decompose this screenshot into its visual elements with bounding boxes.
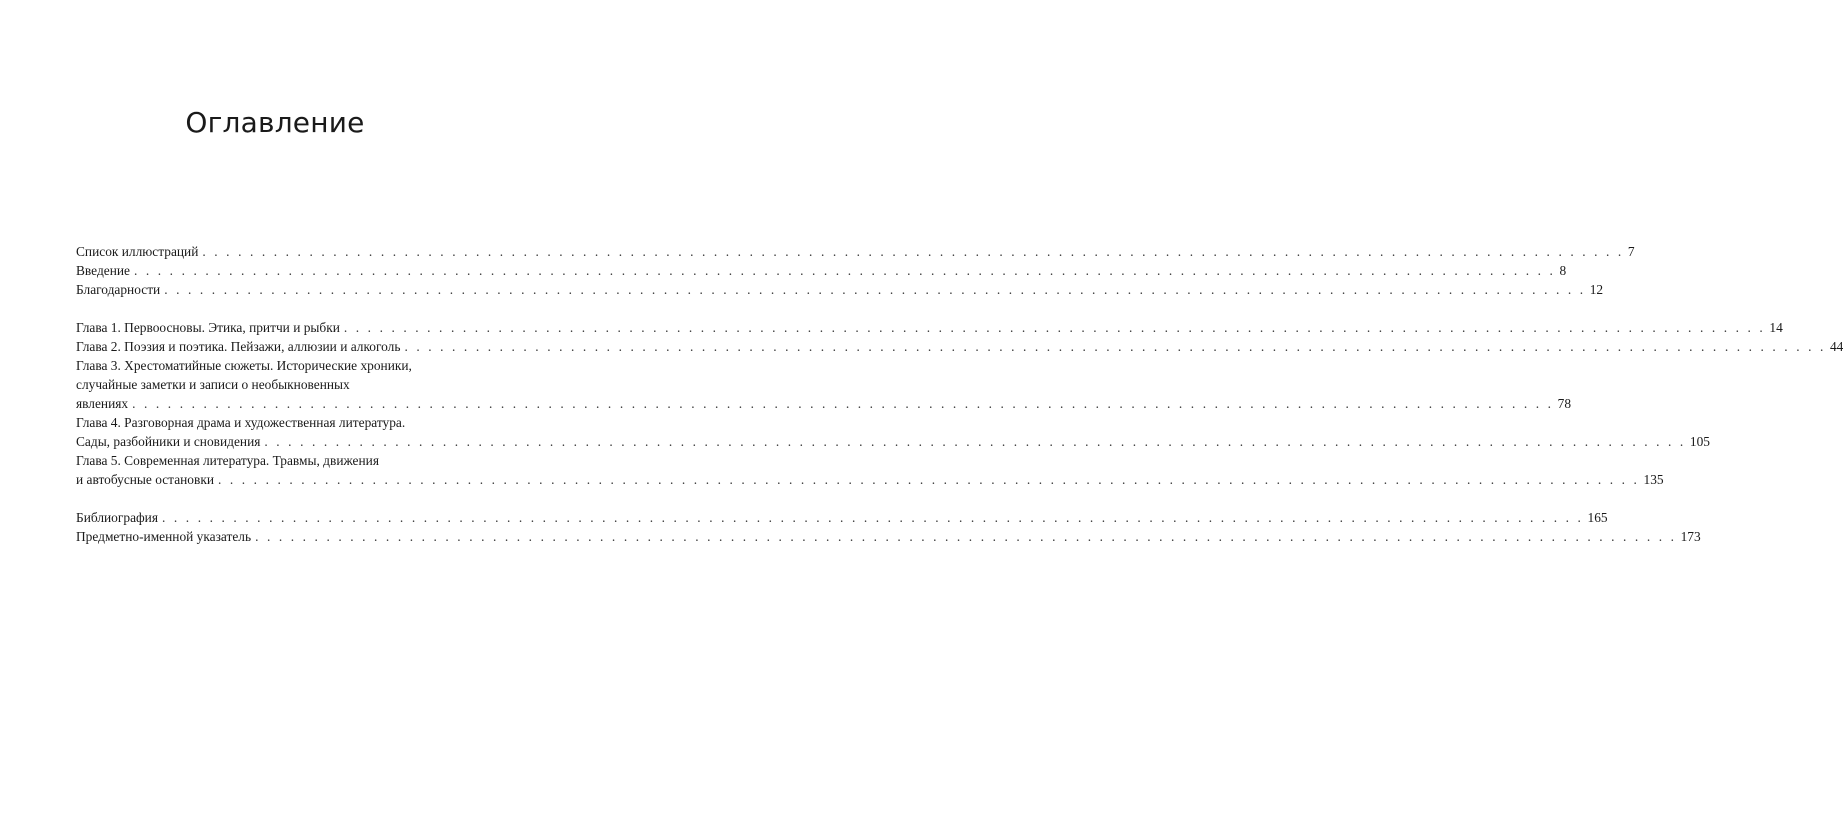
toc-page-number: 44 <box>1829 339 1843 354</box>
toc-entry[interactable] <box>76 508 1608 527</box>
toc-entry-line: Введение <box>76 263 130 278</box>
dot-leader: . . . . . . . . . . . . . . . . . . . . . . . . . . . . . . . . . . . . . . . . . . . . . . . . . . . . . . . . . . . . . . . . . . . . . . . . . . . . . . . . . . . . . . . . . . . . . . . . . . . . . . . . . . . . . . . . . . . . . . . . <box>255 529 1677 544</box>
toc-entry-line: Сады, разбойники и сновидения <box>76 434 261 449</box>
toc-entry[interactable] <box>76 413 1710 451</box>
dot-leader: . . . . . . . . . . . . . . . . . . . . . . . . . . . . . . . . . . . . . . . . . . . . . . . . . . . . . . . . . . . . . . . . . . . . . . . . . . . . . . . . . . . . . . . . . . . . . . . . . . . . . . . . . . . . . . . . . . . . . . . . <box>202 244 1624 259</box>
toc-group-spacer <box>76 489 462 508</box>
dot-leader: . . . . . . . . . . . . . . . . . . . . . . . . . . . . . . . . . . . . . . . . . . . . . . . . . . . . . . . . . . . . . . . . . . . . . . . . . . . . . . . . . . . . . . . . . . . . . . . . . . . . . . . . . . . . . . . . . . . . . . . . <box>218 472 1640 487</box>
toc-entry-title <box>76 413 1690 451</box>
toc-entry-title <box>76 280 1590 299</box>
toc-group-spacer <box>76 299 462 318</box>
toc-page-number: 135 <box>1643 472 1664 487</box>
dot-leader: . . . . . . . . . . . . . . . . . . . . . . . . . . . . . . . . . . . . . . . . . . . . . . . . . . . . . . . . . . . . . . . . . . . . . . . . . . . . . . . . . . . . . . . . . . . . . . . . . . . . . . . . . . . . . . . . . . . . . . . . <box>264 434 1686 449</box>
toc-entry-line: Глава 2. Поэзия и поэтика. Пейзажи, аллюзии и алкоголь <box>76 339 401 354</box>
toc-entry-line: Глава 5. Современная литература. Травмы, движения <box>76 453 379 468</box>
toc-entry-line: случайные заметки и записи о необыкновенных <box>76 377 350 392</box>
toc-entry-line: Библиография <box>76 510 159 525</box>
toc-entry[interactable] <box>76 242 1635 261</box>
toc-entry-title <box>76 261 1559 280</box>
toc-entry[interactable] <box>76 356 1572 413</box>
table-of-contents <box>76 242 1843 546</box>
toc-entry-title <box>76 318 1769 337</box>
toc-page-number: 173 <box>1680 529 1701 544</box>
toc-entry-title <box>76 451 1644 489</box>
dot-leader: . . . . . . . . . . . . . . . . . . . . . . . . . . . . . . . . . . . . . . . . . . . . . . . . . . . . . . . . . . . . . . . . . . . . . . . . . . . . . . . . . . . . . . . . . . . . . . . . . . . . . . . . . . . . . . . . . . . . . . . . <box>164 282 1586 297</box>
toc-page-number: 105 <box>1689 434 1710 449</box>
toc-entry[interactable] <box>76 318 1783 337</box>
toc-page-number: 12 <box>1589 282 1604 297</box>
toc-entry-title <box>76 508 1588 527</box>
toc-entry-line: Глава 4. Разговорная драма и художественная литература. <box>76 415 406 430</box>
toc-entry-title <box>76 337 1830 356</box>
toc-entry[interactable] <box>76 261 1567 280</box>
page-title: Оглавление <box>185 106 365 139</box>
dot-leader: . . . . . . . . . . . . . . . . . . . . . . . . . . . . . . . . . . . . . . . . . . . . . . . . . . . . . . . . . . . . . . . . . . . . . . . . . . . . . . . . . . . . . . . . . . . . . . . . . . . . . . . . . . . . . . . . . . . . . . . . <box>343 320 1766 335</box>
toc-entry-title <box>76 356 1558 413</box>
toc-entry[interactable] <box>76 451 1664 489</box>
toc-entry[interactable] <box>76 527 1701 546</box>
toc-entry-line: Предметно-именной указатель <box>76 529 252 544</box>
toc-entry-line: Глава 3. Хрестоматийные сюжеты. Исторические хроники, <box>76 358 412 373</box>
toc-page-number: 14 <box>1769 320 1783 335</box>
toc-entry-line: Список иллюстраций <box>76 244 199 259</box>
dot-leader: . . . . . . . . . . . . . . . . . . . . . . . . . . . . . . . . . . . . . . . . . . . . . . . . . . . . . . . . . . . . . . . . . . . . . . . . . . . . . . . . . . . . . . . . . . . . . . . . . . . . . . . . . . . . . . . . . . . . . . . . <box>404 339 1826 354</box>
toc-entry-title <box>76 242 1628 261</box>
dot-leader: . . . . . . . . . . . . . . . . . . . . . . . . . . . . . . . . . . . . . . . . . . . . . . . . . . . . . . . . . . . . . . . . . . . . . . . . . . . . . . . . . . . . . . . . . . . . . . . . . . . . . . . . . . . . . . . . . . . . . . . . <box>133 263 1556 278</box>
toc-entry-line: Благодарности <box>76 282 161 297</box>
dot-leader: . . . . . . . . . . . . . . . . . . . . . . . . . . . . . . . . . . . . . . . . . . . . . . . . . . . . . . . . . . . . . . . . . . . . . . . . . . . . . . . . . . . . . . . . . . . . . . . . . . . . . . . . . . . . . . . . . . . . . . . . <box>132 396 1554 411</box>
toc-entry-line: и автобусные остановки <box>76 472 214 487</box>
toc-entry-line: Глава 1. Первоосновы. Этика, притчи и рыбки <box>76 320 340 335</box>
toc-page-number: 8 <box>1559 263 1567 278</box>
toc-page-number: 7 <box>1627 244 1635 259</box>
toc-page-number: 165 <box>1587 510 1608 525</box>
toc-entry-title <box>76 527 1681 546</box>
toc-entry[interactable] <box>76 337 1843 356</box>
dot-leader: . . . . . . . . . . . . . . . . . . . . . . . . . . . . . . . . . . . . . . . . . . . . . . . . . . . . . . . . . . . . . . . . . . . . . . . . . . . . . . . . . . . . . . . . . . . . . . . . . . . . . . . . . . . . . . . . . . . . . . . . <box>162 510 1584 525</box>
toc-page-number: 78 <box>1557 396 1572 411</box>
toc-entry-line: явлениях <box>76 396 129 411</box>
toc-entry[interactable] <box>76 280 1604 299</box>
